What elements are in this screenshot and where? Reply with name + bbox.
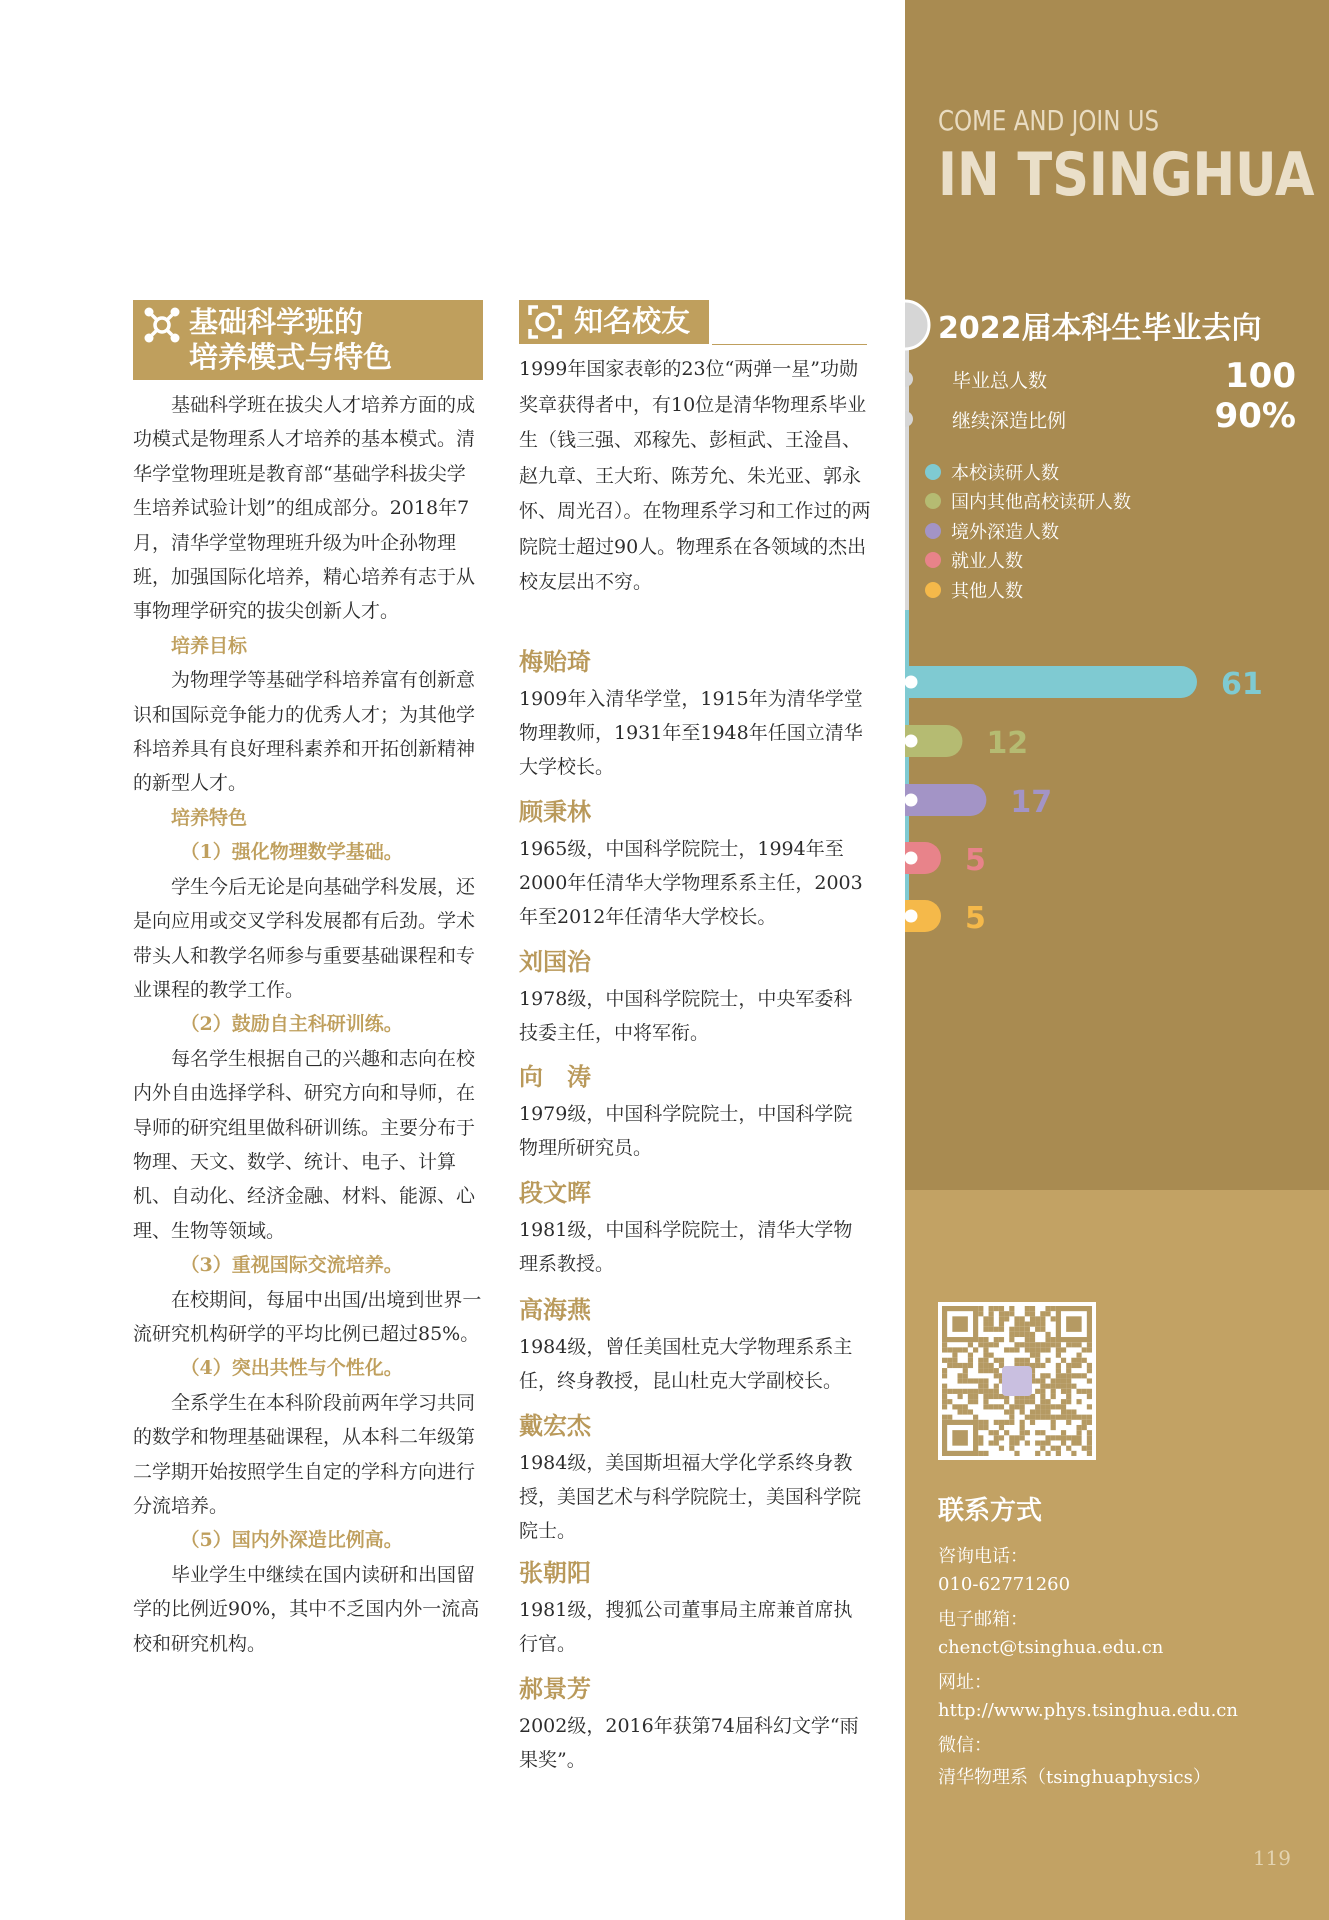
section1-heading [133, 300, 483, 380]
data-label: 5 [965, 843, 986, 878]
contact-line: 网址： [938, 1672, 992, 1693]
alumnus-description: 1979级，中国科学院院士，中国科学院物理所研究员。 [519, 1103, 853, 1159]
alumnus-name: 郝景芳 [519, 1674, 591, 1703]
alumnus-description: 1984级，曾任美国杜克大学物理系系主任，终身教授，昆山杜克大学副校长。 [519, 1336, 853, 1392]
legend-label: 国内其他高校读研人数 [951, 492, 1131, 514]
legend-label: 其他人数 [951, 580, 1023, 602]
section1-title-line2: 培养模式与特色 [189, 340, 393, 374]
chart-legend [925, 457, 1131, 605]
qr-code-image [938, 1302, 1096, 1460]
bar-node [905, 910, 918, 923]
header-line2: IN TSINGHUA [938, 140, 1315, 210]
feature-heading: （2）鼓励自主科研训练。 [180, 1013, 403, 1036]
alumnus-name: 刘国治 [519, 947, 591, 976]
chart-title: 2022届本科生毕业去向 [938, 311, 1262, 346]
subheading: 培养目标 [171, 634, 248, 657]
alumnus-name: 梅贻琦 [519, 647, 591, 676]
legend-item [925, 516, 1131, 546]
legend-item [925, 457, 1131, 487]
legend-label: 就业人数 [951, 551, 1023, 573]
section1-body [133, 388, 483, 1661]
legend-label: 境外深造人数 [951, 521, 1059, 543]
body-paragraph: 为物理学等基础学科培养富有创新意识和国际竞争能力的优秀人才；为其他学科培养具有良好理科素养和开拓创新精神的新型人才。 [133, 669, 476, 795]
bar-node [905, 852, 918, 865]
bar [905, 666, 1197, 698]
alumnus-description: 1981级，搜狐公司董事局主席兼首席执行官。 [519, 1599, 853, 1655]
alumnus-name: 高海燕 [519, 1295, 591, 1324]
alumnus-name: 张朝阳 [519, 1558, 591, 1587]
camera-focus-icon [527, 304, 563, 340]
data-label: 17 [1010, 785, 1053, 820]
feature-heading: （4）突出共性与个性化。 [180, 1357, 403, 1380]
body-paragraph: 在校期间，每届中出国/出境到世界一流研究机构研学的平均比例已超过85%。 [133, 1288, 482, 1345]
body-paragraph: 学生今后无论是向基础学科发展，还是向应用或交叉学科发展都有后劲。学术带头人和教学名师参与重要基础课程和专业课程的教学工作。 [133, 875, 476, 1001]
page-number: 119 [1252, 1846, 1291, 1870]
timeline-node [905, 371, 913, 387]
legend-swatch [925, 523, 941, 539]
alumnus-description: 1984级，美国斯坦福大学化学系终身教授，美国艺术与科学院院士，美国科学院院士。 [519, 1452, 862, 1542]
contact-line: 咨询电话： [938, 1546, 1028, 1567]
alumnus-name: 顾秉林 [519, 797, 591, 826]
legend-item [925, 575, 1131, 605]
contact-line: 电子邮箱： [938, 1609, 1028, 1630]
body-paragraph: 基础科学班在拔尖人才培养方面的成功模式是物理系人才培养的基本模式。清华学堂物理班是教育部“基础学科拔尖学生培养试验计划”的组成部分。2018年7月，清华学堂物理班升级为叶企孙物理班，加强国际化培养，精心培养有志于从事物理学研究的拔尖创新人才。 [133, 394, 476, 623]
timeline-node-large [905, 301, 929, 349]
alumni-intro: 1999年国家表彰的23位“两弹一星”功勋奖章获得者中，有10位是清华物理系毕业生（钱三强、邓稼先、彭桓武、王淦昌、赵九章、王大珩、陈芳允、朱光亚、郭永怀、周光召）。在物理系学习和工作过的两院院士超过90人。物理系在各领域的杰出校友层出不穷。 [519, 358, 871, 593]
stat-value-ratio: 90% [1214, 396, 1296, 436]
section1-title-line1: 基础科学班的 [189, 305, 364, 339]
stat-value-total: 100 [1225, 356, 1296, 396]
legend-item [925, 487, 1131, 517]
feature-heading: （5）国内外深造比例高。 [180, 1529, 403, 1552]
bar-node [905, 735, 918, 748]
legend-swatch [925, 493, 941, 509]
legend-label: 本校读研人数 [951, 462, 1059, 484]
alumnus-name: 向 涛 [519, 1062, 591, 1091]
legend-swatch [925, 464, 941, 480]
data-label: 61 [1221, 667, 1263, 702]
bar-node [905, 794, 918, 807]
body-paragraph: 每名学生根据自己的兴趣和志向在校内外自由选择学科、研究方向和导师，在导师的研究组里做科研训练。主要分布于物理、天文、数学、统计、电子、计算机、自动化、经济金融、材料、能源、心理、生物等领域。 [133, 1047, 476, 1242]
contact-email-link[interactable]: chenct@tsinghua.edu.cn [938, 1636, 1164, 1658]
body-paragraph: 全系学生在本科阶段前两年学习共同的数学和物理基础课程，从本科二年级第二学期开始按照学生自定的学科方向进行分流培养。 [133, 1391, 476, 1517]
alumnus-name: 段文晖 [519, 1178, 591, 1207]
feature-heading: （1）强化物理数学基础。 [180, 841, 403, 864]
alumnus-description: 1981级，中国科学院院士，清华大学物理系教授。 [519, 1219, 853, 1275]
section2-title: 知名校友 [574, 304, 691, 338]
stat-label-total: 毕业总人数 [952, 370, 1048, 392]
contact-line: 清华物理系（tsinghuaphysics） [938, 1766, 1211, 1788]
subheading: 培养特色 [171, 806, 248, 829]
stat-label-ratio: 继续深造比例 [952, 410, 1067, 432]
data-label: 12 [986, 726, 1029, 761]
alumnus-description: 1909年入清华学堂，1915年为清华学堂物理教师，1931年至1948年任国立清华大学校长。 [519, 688, 863, 778]
legend-item [925, 546, 1131, 576]
contact-title: 联系方式 [938, 1496, 1043, 1526]
molecule-icon [143, 306, 181, 344]
legend-swatch [925, 582, 941, 598]
qr-code[interactable] [938, 1302, 1096, 1460]
header-line1: COME AND JOIN US [938, 104, 1160, 137]
alumnus-description: 2002级，2016年获第74届科幻文学“雨果奖”。 [519, 1715, 859, 1771]
alumnus-name: 戴宏杰 [519, 1411, 591, 1440]
alumnus-description: 1965级，中国科学院院士，1994年至2000年任清华大学物理系系主任，2003年至2012年任清华大学校长。 [519, 838, 863, 928]
contact-website-link[interactable]: http://www.phys.tsinghua.edu.cn [938, 1699, 1238, 1721]
contact-line: 微信： [938, 1735, 992, 1756]
contact-line: 010-62771260 [938, 1573, 1071, 1595]
sidebar [905, 0, 1329, 1920]
section2-rule [712, 344, 867, 345]
feature-heading: （3）重视国际交流培养。 [180, 1254, 403, 1277]
data-label: 5 [965, 901, 986, 936]
bar-node [905, 676, 918, 689]
section2-heading [519, 300, 709, 344]
legend-swatch [925, 552, 941, 568]
timeline-node [905, 411, 913, 427]
alumnus-description: 1978级，中国科学院院士，中央军委科技委主任，中将军衔。 [519, 988, 853, 1044]
body-paragraph: 毕业学生中继续在国内读研和出国留学的比例近90%，其中不乏国内外一流高校和研究机构。 [133, 1563, 480, 1655]
